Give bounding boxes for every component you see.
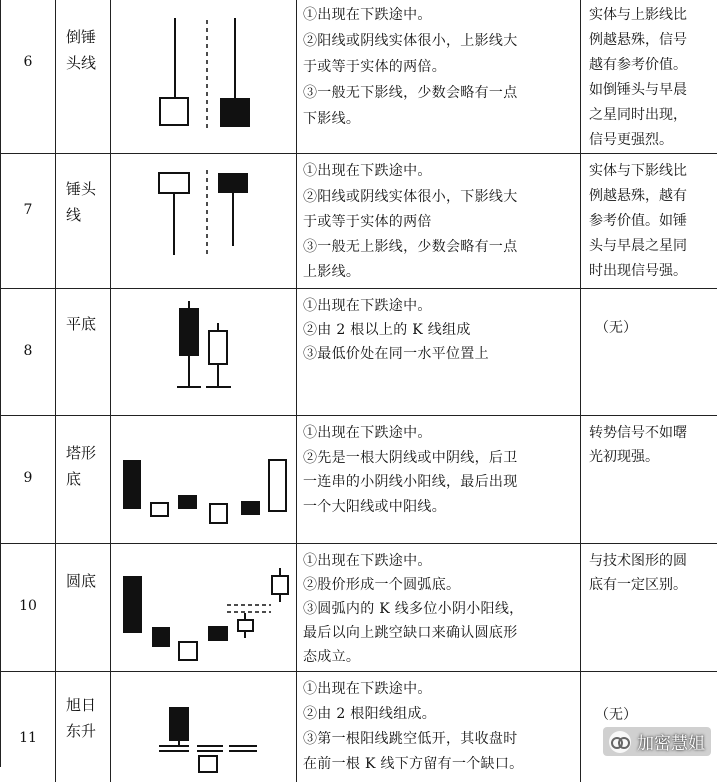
pattern-name-cell: [56, 544, 111, 671]
note-line: 时出现信号强。: [589, 263, 687, 279]
feature-line: 最后以向上跳空缺口来确认圆底形: [303, 625, 518, 641]
feature-line: 一个大阳线或中阳线。: [303, 499, 446, 515]
row-number: 8: [23, 343, 33, 359]
wechat-channel-icon: [609, 731, 631, 753]
pattern-figure-cell: [111, 154, 297, 288]
row-number-cell: [1, 416, 56, 543]
pattern-notes-cell: [581, 544, 717, 671]
pattern-features-cell: [297, 416, 581, 543]
pattern-name: 塔形底: [66, 444, 97, 488]
feature-line: ①出现在下跌途中。: [303, 425, 432, 441]
feature-line: 在前一根 K 线下方留有一个缺口。: [303, 756, 524, 772]
row-number: 10: [19, 598, 37, 614]
table-row: [1, 544, 717, 672]
pattern-name-cell: [56, 289, 111, 415]
feature-line: ②由 2 根以上的 K 线组成: [303, 322, 471, 338]
feature-line: 态成立。: [303, 649, 361, 665]
row-number-cell: [1, 289, 56, 415]
inverted-hammer-figure: [111, 0, 297, 154]
pattern-notes-cell: [581, 416, 717, 543]
feature-line: ①出现在下跌途中。: [303, 681, 432, 697]
pattern-notes-cell: [581, 0, 717, 153]
note-line: 头与早晨之星同: [589, 238, 687, 254]
feature-line: ②由 2 根阳线组成。: [303, 706, 437, 722]
row-number: 7: [23, 202, 33, 218]
note-line: 信号更强烈。: [589, 132, 673, 148]
feature-line: ①出现在下跌途中。: [303, 7, 432, 23]
pattern-name-cell: [56, 154, 111, 288]
pattern-name: 倒锤头线: [66, 28, 97, 72]
row-number: 6: [23, 54, 33, 70]
table-row: [1, 416, 717, 544]
pattern-name: 旭日东升: [66, 696, 97, 740]
row-number: 9: [23, 470, 33, 486]
pattern-name-cell: [56, 672, 111, 782]
note-line: 如倒锤头与早晨: [589, 82, 687, 98]
pattern-features-cell: [297, 289, 581, 415]
row-number-cell: [1, 0, 56, 153]
note-line: 参考价值。如锤: [589, 213, 687, 229]
feature-line: 于或等于实体的两倍。: [303, 59, 446, 75]
note-line: 越有参考价值。: [589, 57, 687, 73]
pattern-features-cell: [297, 154, 581, 288]
note-line: 实体与下影线比: [589, 163, 687, 179]
note-line: 底有一定区别。: [589, 577, 687, 593]
note-line: 之星同时出现，: [589, 107, 687, 123]
feature-line: ①出现在下跌途中。: [303, 163, 432, 179]
feature-line: ③圆弧内的 K 线多位小阴小阳线，: [303, 601, 524, 617]
pattern-figure-cell: [111, 416, 297, 543]
note-line: （无）: [595, 707, 637, 723]
note-line: 转势信号不如曙: [589, 425, 687, 441]
pattern-name-cell: [56, 416, 111, 543]
feature-line: ③最低价处在同一水平位置上: [303, 346, 489, 362]
note-line: 光初现强。: [589, 449, 659, 465]
tower-bottom-figure: [111, 416, 297, 544]
table-row: [1, 289, 717, 416]
pattern-figure-cell: [111, 672, 297, 782]
pattern-features-cell: [297, 672, 581, 782]
pattern-notes-cell: [581, 289, 717, 415]
note-line: 与技术图形的圆: [589, 553, 687, 569]
feature-line: ①出现在下跌途中。: [303, 553, 432, 569]
feature-line: ③一般无上影线，少数会略有一点: [303, 239, 518, 255]
pattern-features-cell: [297, 544, 581, 671]
table-row: [1, 154, 717, 289]
feature-line: 一连串的小阴线小阳线，最后出现: [303, 474, 518, 490]
feature-line: ③第一根阳线跳空低开，其收盘时: [303, 731, 518, 747]
row-number-cell: [1, 154, 56, 288]
feature-line: ②阳线或阴线实体很小，下影线大: [303, 189, 518, 205]
table-row: [1, 0, 717, 154]
row-number-cell: [1, 672, 56, 782]
pattern-name: 锤头线: [66, 180, 97, 224]
feature-line: 上影线。: [303, 264, 361, 280]
round-bottom-figure: [111, 544, 297, 672]
pattern-figure-cell: [111, 289, 297, 415]
hammer-figure: [111, 154, 297, 289]
flat-bottom-figure: [111, 289, 297, 416]
row-number: 11: [19, 730, 37, 746]
pattern-name-cell: [56, 0, 111, 153]
row-number-cell: [1, 544, 56, 671]
feature-line: ③一般无下影线，少数会略有一点: [303, 85, 518, 101]
feature-line: ①出现在下跌途中。: [303, 298, 432, 314]
pattern-name: 圆底: [66, 572, 97, 590]
note-line: （无）: [595, 320, 637, 336]
feature-line: 于或等于实体的两倍: [303, 214, 432, 230]
feature-line: 下影线。: [303, 111, 361, 127]
pattern-features-cell: [297, 0, 581, 153]
note-line: 例越悬殊，信号: [589, 32, 687, 48]
pattern-name: 平底: [66, 315, 97, 333]
watermark-text: 加密慧姐: [637, 734, 705, 754]
channel-watermark: [603, 727, 711, 756]
feature-line: ②先是一根大阴线或中阴线，后卫: [303, 450, 518, 466]
note-line: 实体与上影线比: [589, 7, 687, 23]
rising-sun-figure: [111, 672, 297, 782]
feature-line: ②股价形成一个圆弧底。: [303, 577, 461, 593]
pattern-figure-cell: [111, 0, 297, 153]
note-line: 例越悬殊，越有: [589, 188, 687, 204]
pattern-notes-cell: [581, 154, 717, 288]
feature-line: ②阳线或阴线实体很小，上影线大: [303, 33, 518, 49]
pattern-figure-cell: [111, 544, 297, 671]
